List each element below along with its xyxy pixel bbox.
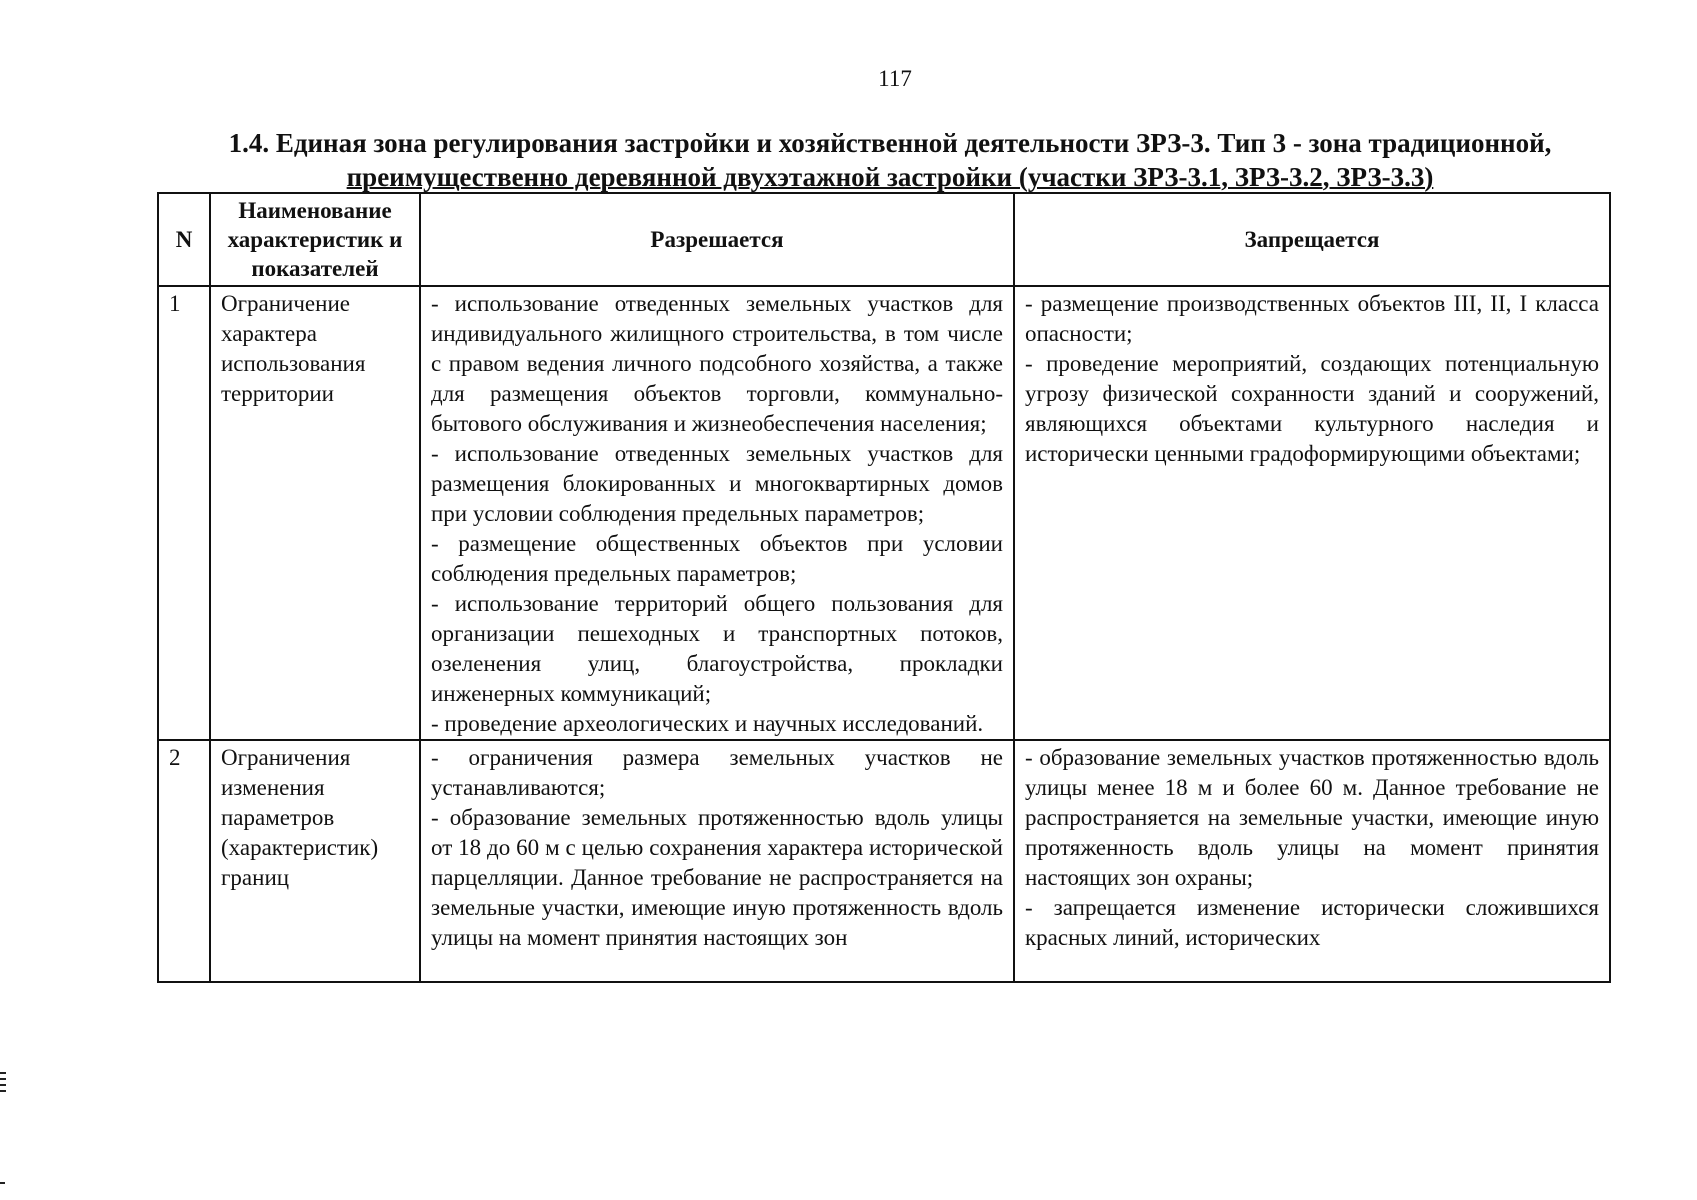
- page-number: 117: [878, 66, 912, 91]
- allowed-item: - использование отведенных земельных участков для индивидуального жилищного строительства, в том числе с правом ведения личного подсобного хозяйства, а также для размещения объектов торговли, коммунально-бытового обслуживания и жизнеобеспечения населения;: [431, 291, 1003, 436]
- allowed-item: - использование отведенных земельных участков для размещения блокированных и многоквартирных домов при условии соблюдения предельных параметров;: [431, 441, 1003, 526]
- forbidden-item: - проведение мероприятий, создающих потенциальную угрозу физической сохранности зданий и сооружений, являющихся объектами культурного наследия и исторически ценными градоформирующими объектами;: [1025, 351, 1599, 466]
- row-forbidden-cell: [1014, 286, 1610, 740]
- margin-scan-tick: [0, 1182, 5, 1184]
- title-line-1: 1.4. Единая зона регулирования застройки и хозяйственной деятельности ЗРЗ-3. Тип 3 - зона традиционной,: [228, 128, 1552, 158]
- table-row: [158, 286, 1610, 740]
- forbidden-item: - размещение производственных объектов III, II, I класса опасности;: [1025, 291, 1599, 346]
- row-number: 1: [158, 286, 210, 740]
- title-line-2: преимущественно деревянной двухэтажной застройки (участки ЗРЗ-3.1, ЗРЗ-3.2, ЗРЗ-3.3): [346, 162, 1434, 192]
- allowed-item: - использование территорий общего пользования для организации пешеходных и транспортных потоков, озеленения улиц, благоустройства, прокладки инженерных коммуникаций;: [431, 591, 1003, 706]
- row-forbidden-cell: [1014, 740, 1610, 982]
- row-allowed-cell: [420, 286, 1014, 740]
- header-allowed: Разрешается: [420, 193, 1014, 286]
- header-number: N: [158, 193, 210, 286]
- row-characteristic-name: Ограничение характера использования территории: [210, 286, 420, 740]
- table-header-row: [158, 193, 1610, 286]
- row-allowed-cell: [420, 740, 1014, 982]
- allowed-item: - ограничения размера земельных участков не устанавливаются;: [431, 745, 1003, 800]
- forbidden-item: - запрещается изменение исторически сложившихся красных линий, исторических: [1025, 895, 1599, 950]
- allowed-item: - проведение археологических и научных исследований.: [431, 711, 984, 736]
- zone-regulation-table: [157, 192, 1611, 983]
- row-number: 2: [158, 740, 210, 982]
- document-title: [160, 126, 1620, 194]
- header-forbidden: Запрещается: [1014, 193, 1610, 286]
- allowed-item: - размещение общественных объектов при условии соблюдения предельных параметров;: [431, 531, 1003, 586]
- header-characteristic-name: Наименование характеристик и показателей: [210, 193, 420, 286]
- table-row: [158, 740, 1610, 982]
- margin-scan-marks: [0, 1072, 6, 1096]
- row-characteristic-name: Ограничения изменения параметров (характеристик) границ: [210, 740, 420, 982]
- forbidden-item: - образование земельных участков протяженностью вдоль улицы менее 18 м и более 60 м. Данное требование не распространяется на земельные участки, имеющие иную протяженность вдоль улицы на момент принятия настоящих зон охраны;: [1025, 745, 1599, 890]
- allowed-item: - образование земельных протяженностью вдоль улицы от 18 до 60 м с целью сохранения характера исторической парцелляции. Данное требование не распространяется на земельные участки, имеющие иную протяженность вдоль улицы на момент принятия настоящих зон: [431, 805, 1003, 950]
